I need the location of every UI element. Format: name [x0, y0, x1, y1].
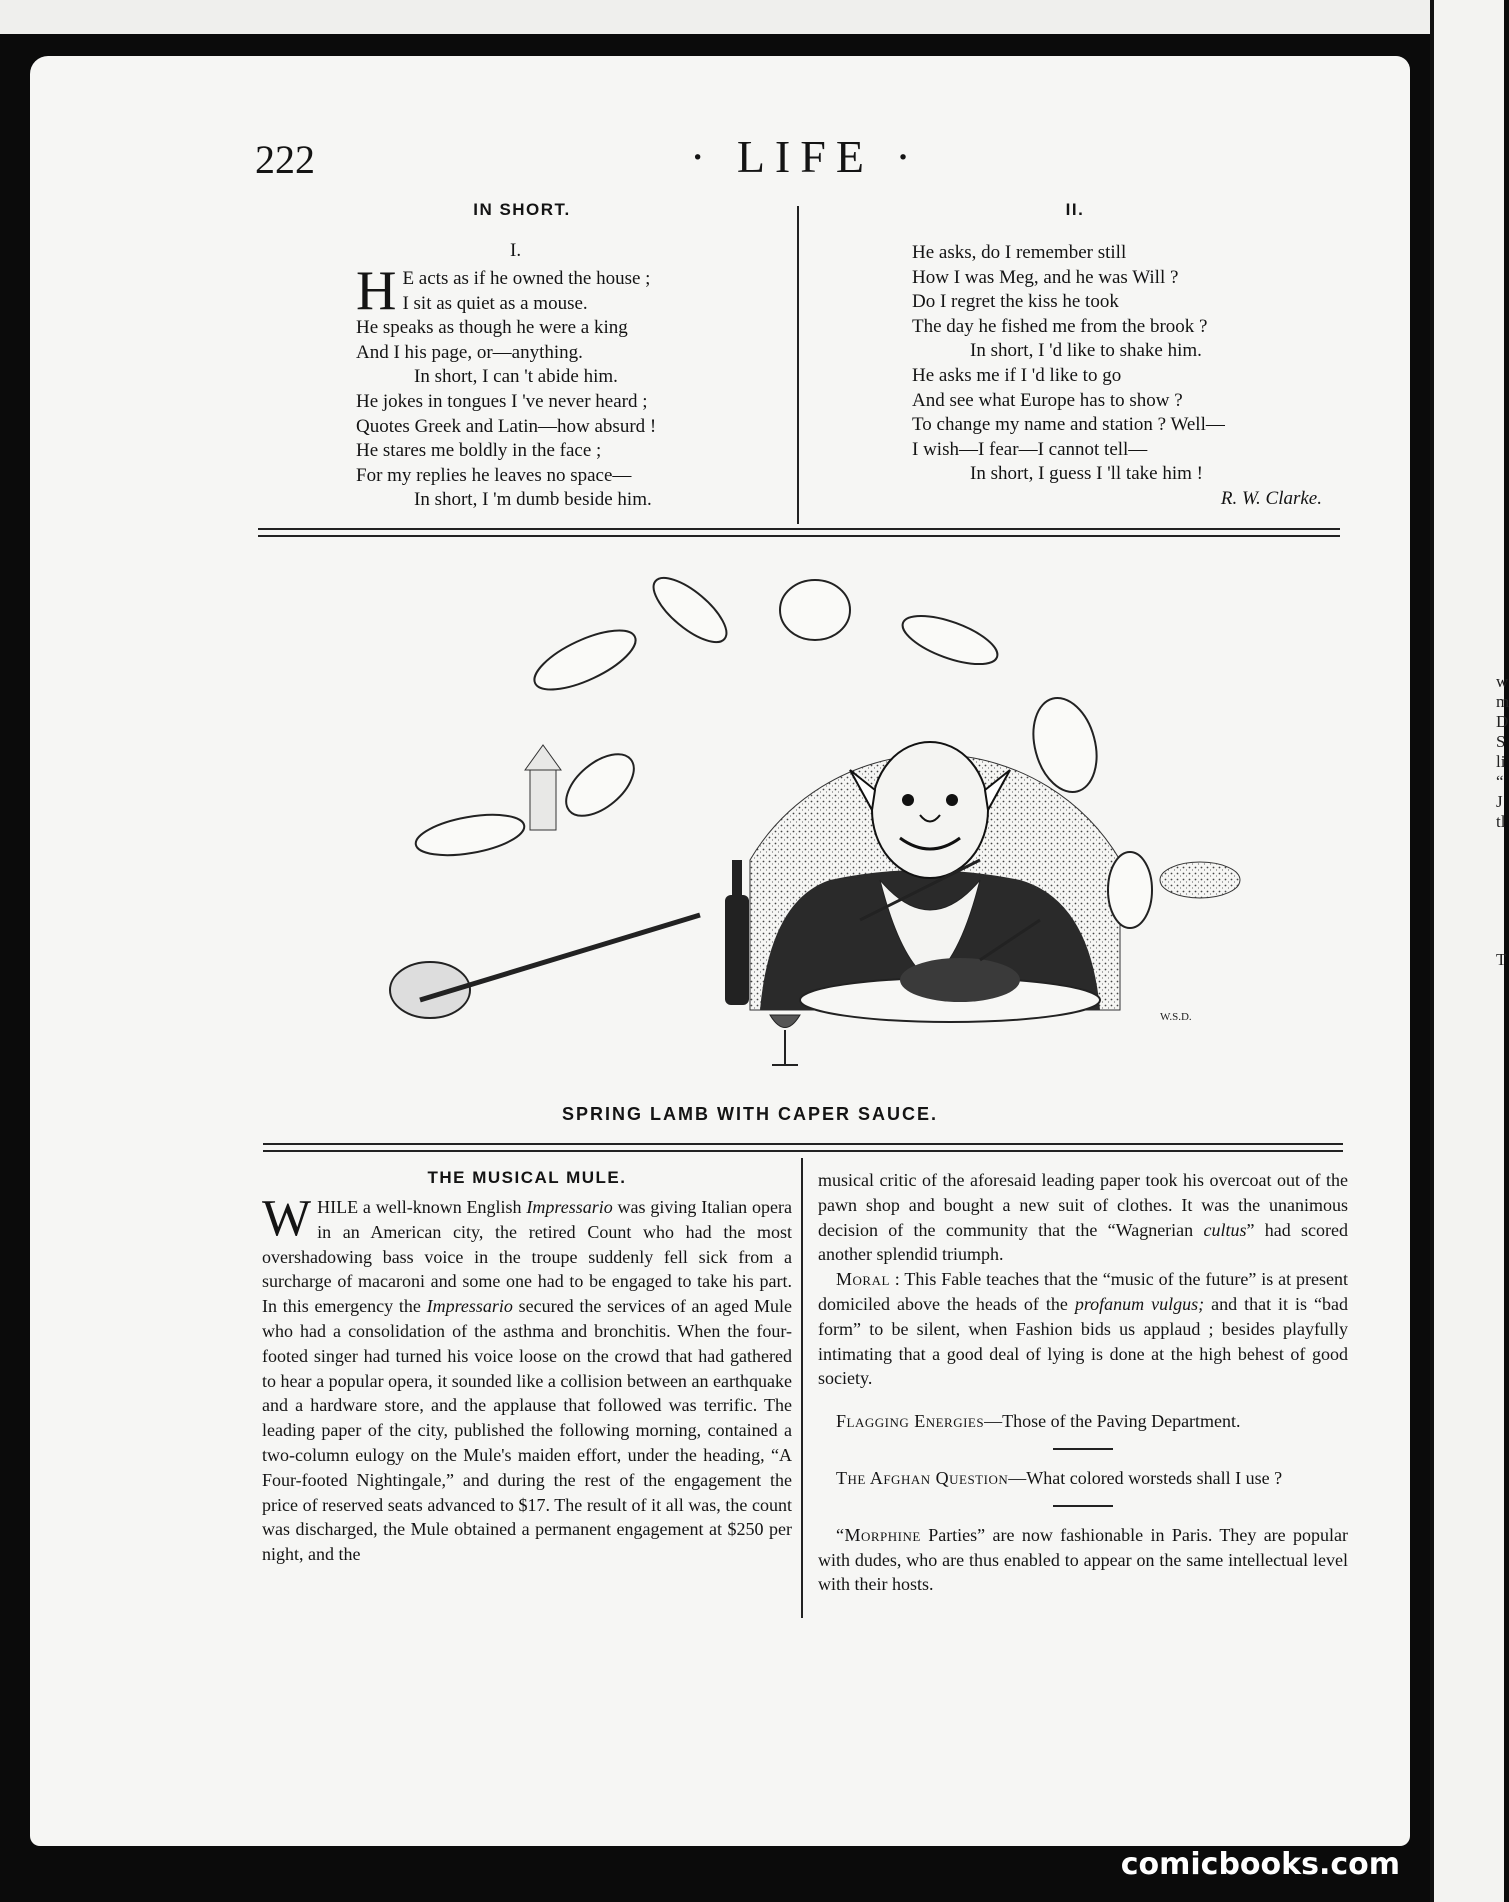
watermark: comicbooks.com	[1120, 1847, 1400, 1882]
seesaw-plank	[420, 915, 700, 1000]
poem-line: He jokes in tongues I 've never heard ;	[356, 390, 648, 412]
poem-part1	[356, 260, 796, 513]
poem-line: Do I regret the kiss he took	[912, 291, 1119, 313]
poem-line: In short, I 'm dumb beside him.	[414, 489, 652, 511]
artist-signature: W.S.D.	[1160, 1011, 1192, 1023]
adjacent-text-fragment: w	[1496, 672, 1509, 691]
poem-line: He asks, do I remember still	[912, 242, 1127, 263]
adjacent-text-fragment: li	[1496, 752, 1506, 771]
section-rule	[263, 1143, 1343, 1152]
squib: “Morphine Parties” are now fashionable in Paris. They are popular with dudes, who are thus enabled to appear on the same intellectual level with their hosts.	[818, 1524, 1348, 1595]
chef-head	[872, 742, 988, 878]
poem-part2	[912, 241, 1332, 512]
column-divider	[797, 206, 799, 524]
poem-author: R. W. Clarke.	[1220, 487, 1322, 509]
article-column-2	[818, 1168, 1348, 1597]
spring-lamb-illustration	[360, 560, 1260, 1090]
wine-bottle	[725, 895, 749, 1005]
adjacent-page-edge	[1430, 0, 1509, 1902]
poem-line: He speaks as though he were a king	[356, 317, 628, 339]
adjacent-text-fragment: tl	[1496, 812, 1506, 831]
poem-line: He asks me if I 'd like to go	[912, 364, 1122, 386]
adjacent-text-fragment: “	[1496, 772, 1504, 791]
poem-line: E acts as if he owned the house ;	[402, 268, 651, 289]
adjacent-text-fragment: J	[1496, 792, 1503, 811]
adjacent-text-fragment: m	[1496, 692, 1509, 711]
article-title: THE MUSICAL MULE.	[427, 1168, 627, 1187]
adjacent-text-fragment: T	[1496, 950, 1507, 969]
squib: Flagging Energies—Those of the Paving Department.	[836, 1411, 1241, 1432]
scan-top-edge	[0, 0, 1430, 34]
scan-bottom-edge	[0, 1848, 1430, 1902]
article-column-1: WHILE a well-known English Impressario was giving Italian opera in an American city, the retired Count who had the most overshadowing bass voice in the troupe suddenly fell sick from a surcharge of macaroni and some one had to be engaged to take his part. In this emergency the Impressario secured the services of an aged Mule who had a consolidation of the asthma and bronchitis. When the four-footed singer had turned his voice loose on the crowd that had gathered to hear a popular opera, it sounded like a collision between an earthquake and a hardware store, and the applause that followed was terrific. The leading paper of the city, published the following morning, contained a two-column eulogy on the Mule's maiden effort, under the heading, “A Four-footed Nightingale,” and during the rest of the engagement the price of reserved seats advanced to $17. The result of it all was, the count was discharged, the Mule obtained a permanent engagement at $250 per night, and the	[262, 1190, 793, 1565]
poem-line: I sit as quiet as a mouse.	[402, 292, 588, 314]
poem-line: In short, I guess I 'll take him !	[970, 463, 1203, 485]
column-divider	[801, 1158, 803, 1618]
adjacent-text-fragment: D	[1496, 712, 1509, 731]
poem-line: I wish—I fear—I cannot tell—	[912, 438, 1148, 460]
page-number: 222	[255, 137, 315, 182]
squib: The Afghan Question—What colored worsteds shall I use ?	[836, 1467, 1283, 1488]
poem-line: To change my name and station ? Well—	[912, 414, 1225, 436]
poem-line: In short, I can 't abide him.	[414, 366, 618, 388]
illustration-caption: SPRING LAMB WITH CAPER SAUCE.	[561, 1104, 938, 1124]
poem-line: The day he fished me from the brook ?	[912, 315, 1208, 337]
poem-line: How I was Meg, and he was Will ?	[912, 266, 1179, 288]
poem-line: For my replies he leaves no space—	[356, 464, 632, 486]
poem-part2-numeral: II.	[1065, 200, 1085, 219]
poem-line: In short, I 'd like to shake him.	[970, 340, 1202, 362]
squib-separator	[1053, 1448, 1113, 1450]
poem-dropcap: H	[356, 260, 397, 322]
poem-line: Quotes Greek and Latin—how absurd !	[356, 415, 657, 437]
poem-title: IN SHORT.	[473, 200, 571, 219]
poem-line: He stares me boldly in the face ;	[356, 440, 602, 462]
article-paragraph: musical critic of the aforesaid leading paper took his overcoat out of the pawn shop and bought a new suit of clothes. It was the unanimous decision of the community that the “Wagnerian cultus” had scored another splendid triumph.	[818, 1170, 1348, 1265]
squib-separator	[1053, 1505, 1113, 1507]
poem-line: And I his page, or—anything.	[356, 341, 583, 363]
roast-lamb	[900, 958, 1020, 1002]
section-rule	[258, 528, 1340, 537]
article-dropcap: W	[262, 1190, 312, 1247]
masthead-title: · LIFE ·	[690, 131, 921, 182]
article-moral: Moral : This Fable teaches that the “music of the future” is at present domiciled above the heads of the profanum vulgus; and that it is “bad form” to be silent, when Fashion bids us applaud ; besides playfully intimating that a good deal of lying is done at the high behest of good society.	[818, 1269, 1349, 1389]
adjacent-text-fragment: S	[1496, 732, 1506, 751]
poem-part1-numeral: I.	[510, 240, 522, 261]
poem-line: And see what Europe has to show ?	[912, 389, 1183, 411]
